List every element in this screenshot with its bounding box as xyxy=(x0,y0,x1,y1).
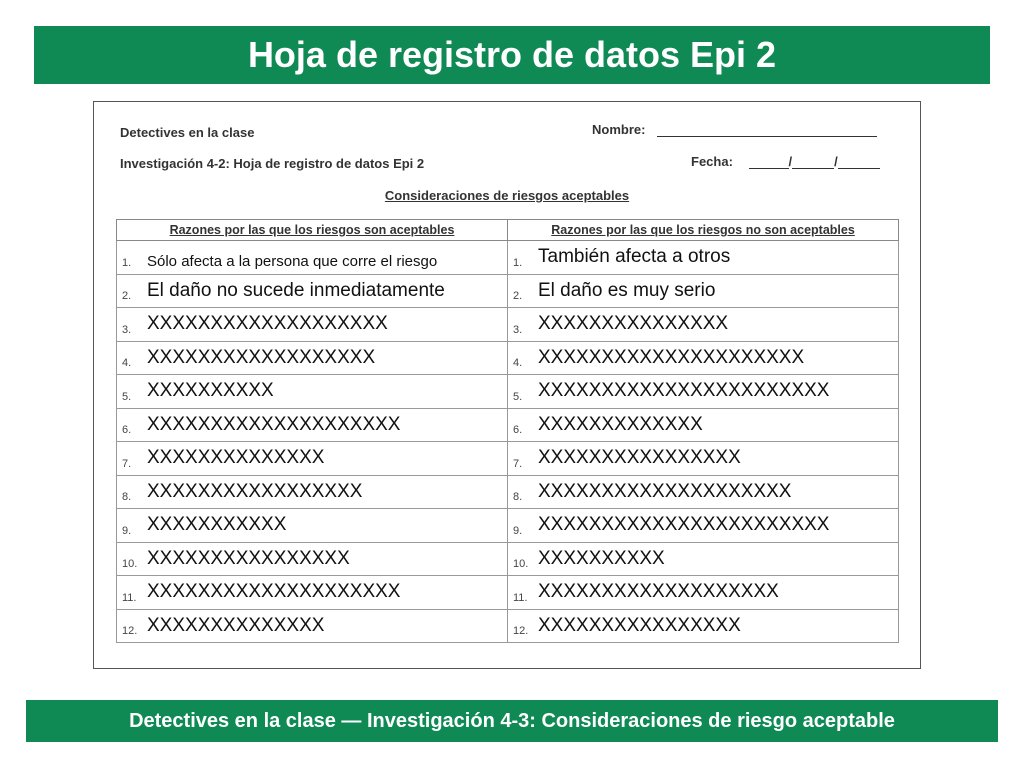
date-blank-year[interactable] xyxy=(838,168,880,169)
table-row xyxy=(117,509,899,543)
handwritten-entry: XXXXXXXXXXXXXXXXXXXX xyxy=(147,581,401,603)
cell-not-acceptable[interactable] xyxy=(508,341,899,375)
handwritten-entry: XXXXXXXXXXXXXXXXXX xyxy=(147,346,376,368)
handwritten-entry: XXXXXXXXXXXXX xyxy=(538,413,703,435)
handwritten-entry: XXXXXXXXXXXXXXXX xyxy=(147,547,350,569)
handwritten-entry: Sólo afecta a la persona que corre el riesgo xyxy=(147,253,438,270)
handwritten-entry: XXXXXXXXXXXXXX xyxy=(147,447,325,469)
row-number: 5. xyxy=(513,390,523,403)
cell-not-acceptable[interactable] xyxy=(508,509,899,543)
row-number: 10. xyxy=(513,558,529,570)
row-number: 1. xyxy=(122,256,132,269)
cell-acceptable[interactable] xyxy=(117,375,508,409)
page-title: Hoja de registro de datos Epi 2 xyxy=(34,26,990,84)
row-number: 12. xyxy=(122,625,138,637)
row-number: 11. xyxy=(513,591,528,604)
table-row xyxy=(117,576,899,610)
table-row xyxy=(117,475,899,509)
row-number: 7. xyxy=(122,457,132,470)
cell-not-acceptable[interactable] xyxy=(508,442,899,476)
handwritten-entry: XXXXXXXXXXXXXXXXXXXXXXX xyxy=(538,380,830,402)
table-row xyxy=(117,308,899,342)
row-number: 6. xyxy=(513,424,523,436)
table-row xyxy=(117,609,899,643)
date-blank-day[interactable] xyxy=(749,168,789,169)
row-number: 2. xyxy=(513,290,523,302)
handwritten-entry: XXXXXXXXXX xyxy=(538,547,665,569)
cell-acceptable[interactable] xyxy=(117,308,508,342)
row-number: 4. xyxy=(513,357,523,369)
table-row xyxy=(117,341,899,375)
handwritten-entry: XXXXXXXXXXX xyxy=(147,514,287,536)
table-row xyxy=(117,241,899,275)
cell-acceptable[interactable] xyxy=(117,576,508,610)
cell-acceptable[interactable] xyxy=(117,442,508,476)
date-blank-month[interactable] xyxy=(792,168,834,169)
row-number: 4. xyxy=(122,357,132,369)
handwritten-entry: XXXXXXXXXXXXXXXXXXXXX xyxy=(538,346,805,368)
table-row xyxy=(117,408,899,442)
cell-not-acceptable[interactable] xyxy=(508,241,899,275)
column-header-not-acceptable: Razones por las que los riesgos no son aceptables xyxy=(508,220,899,241)
date-separator: / xyxy=(834,154,838,169)
cell-acceptable[interactable] xyxy=(117,341,508,375)
date-field[interactable] xyxy=(691,154,880,169)
row-number: 8. xyxy=(122,491,132,503)
handwritten-entry: XXXXXXXXXXXXXXXXXXXXXXX xyxy=(538,514,830,536)
cell-acceptable[interactable] xyxy=(117,609,508,643)
handwritten-entry: XXXXXXXXXXXXXX xyxy=(147,614,325,636)
date-label: Fecha: xyxy=(691,154,733,169)
handwritten-entry: XXXXXXXXXXXXXXXXX xyxy=(147,480,363,502)
table-row xyxy=(117,375,899,409)
row-number: 5. xyxy=(122,390,132,403)
row-number: 7. xyxy=(513,457,523,470)
cell-not-acceptable[interactable] xyxy=(508,408,899,442)
cell-acceptable[interactable] xyxy=(117,241,508,275)
handwritten-entry: XXXXXXXXXXXXXXXXXXX xyxy=(147,313,388,335)
sheet-subtitle: Consideraciones de riesgos aceptables xyxy=(384,188,630,203)
handwritten-entry: El daño es muy serio xyxy=(538,279,716,301)
cell-not-acceptable[interactable] xyxy=(508,542,899,576)
date-separator: / xyxy=(788,154,793,169)
row-number: 9. xyxy=(122,524,132,537)
row-number: 11. xyxy=(122,591,137,604)
handwritten-entry: XXXXXXXXXXXXXXXX xyxy=(538,447,741,469)
sheet-header-investigation: Investigación 4-2: Hoja de registro de datos Epi 2 xyxy=(120,156,425,171)
name-field[interactable] xyxy=(592,122,877,137)
cell-acceptable[interactable] xyxy=(117,475,508,509)
data-sheet xyxy=(93,101,921,669)
column-header-acceptable: Razones por las que los riesgos son aceptables xyxy=(117,220,508,241)
cell-not-acceptable[interactable] xyxy=(508,609,899,643)
handwritten-entry: XXXXXXXXXXXXXXXX xyxy=(538,614,741,636)
row-number: 3. xyxy=(513,323,523,336)
sheet-header-course: Detectives en la clase xyxy=(120,125,255,140)
name-label: Nombre: xyxy=(592,122,646,137)
handwritten-entry: XXXXXXXXXXXXXXXXXXX xyxy=(538,581,779,603)
handwritten-entry: XXXXXXXXXXXXXXX xyxy=(538,313,729,335)
handwritten-entry: XXXXXXXXXXXXXXXXXXXX xyxy=(147,413,401,435)
cell-not-acceptable[interactable] xyxy=(508,274,899,308)
table-row xyxy=(117,442,899,476)
table-row xyxy=(117,274,899,308)
row-number: 3. xyxy=(122,323,132,336)
cell-acceptable[interactable] xyxy=(117,274,508,308)
cell-not-acceptable[interactable] xyxy=(508,475,899,509)
handwritten-entry: El daño no sucede inmediatamente xyxy=(147,279,445,301)
row-number: 9. xyxy=(513,524,523,537)
row-number: 2. xyxy=(122,290,132,302)
handwritten-entry: También afecta a otros xyxy=(538,246,731,268)
handwritten-entry: XXXXXXXXXXXXXXXXXXXX xyxy=(538,480,792,502)
risk-table xyxy=(116,219,899,643)
cell-acceptable[interactable] xyxy=(117,542,508,576)
name-blank[interactable] xyxy=(657,136,877,137)
footer-banner: Detectives en la clase — Investigación 4-3: Consideraciones de riesgo aceptable xyxy=(26,700,998,742)
table-row xyxy=(117,542,899,576)
handwritten-entry: XXXXXXXXXX xyxy=(147,380,274,402)
row-number: 8. xyxy=(513,491,523,503)
cell-not-acceptable[interactable] xyxy=(508,308,899,342)
row-number: 10. xyxy=(122,558,138,570)
row-number: 12. xyxy=(513,625,529,637)
row-number: 6. xyxy=(122,424,132,436)
cell-not-acceptable[interactable] xyxy=(508,576,899,610)
cell-acceptable[interactable] xyxy=(117,408,508,442)
cell-not-acceptable[interactable] xyxy=(508,375,899,409)
cell-acceptable[interactable] xyxy=(117,509,508,543)
row-number: 1. xyxy=(513,256,523,269)
